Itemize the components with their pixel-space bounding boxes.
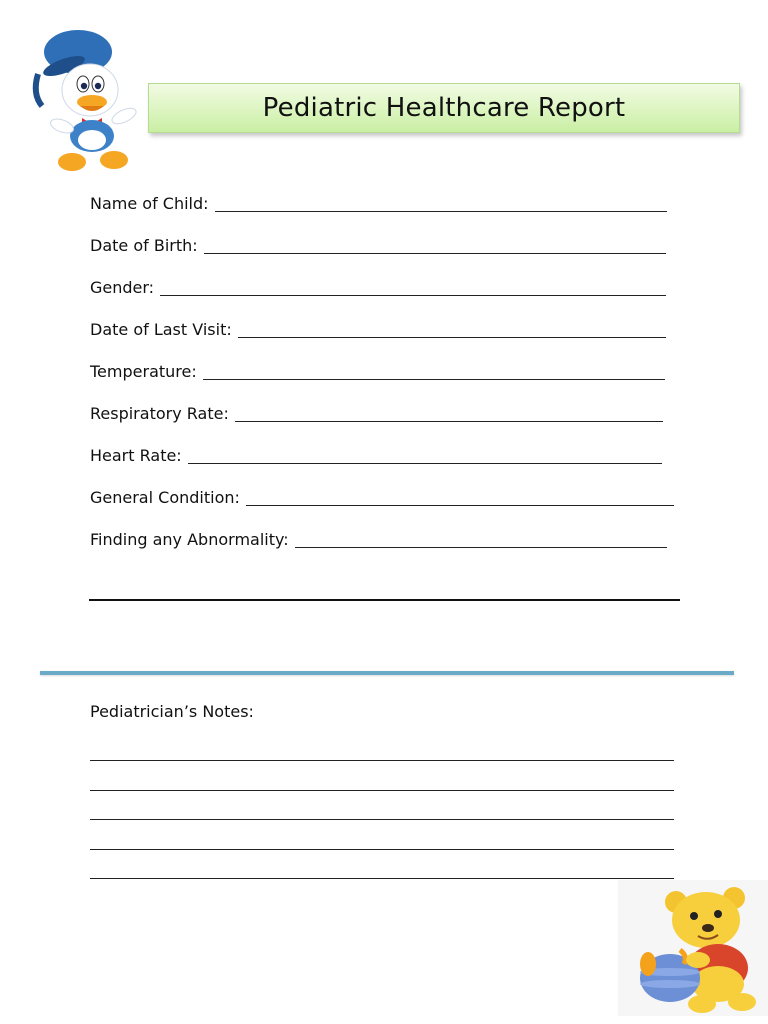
field-heart-rate (90, 438, 662, 468)
field-label: Finding any Abnormality: (90, 530, 289, 549)
field-date-of-birth (90, 228, 666, 258)
duck-mascot-icon (28, 14, 148, 174)
field-label: Date of Last Visit: (90, 320, 232, 339)
notes-label: Pediatrician’s Notes: (90, 702, 254, 721)
fill-in-line[interactable] (295, 546, 667, 548)
field-gender (90, 270, 666, 300)
fill-in-line[interactable] (215, 210, 667, 212)
field-label: Temperature: (90, 362, 197, 381)
notes-line[interactable] (90, 760, 674, 761)
bear-with-honey-pot-icon (618, 880, 768, 1016)
section-divider (40, 671, 734, 675)
fill-in-line[interactable] (235, 420, 663, 422)
field-label: Heart Rate: (90, 446, 182, 465)
page-title: Pediatric Healthcare Report (262, 93, 626, 123)
notes-line[interactable] (90, 878, 674, 879)
field-temperature (90, 354, 665, 384)
field-date-of-last-visit (90, 312, 666, 342)
field-label: Date of Birth: (90, 236, 198, 255)
field-general-condition (90, 480, 674, 510)
field-label: General Condition: (90, 488, 240, 507)
field-finding-any-abnormality (90, 522, 667, 552)
field-respiratory-rate (90, 396, 663, 426)
fill-in-line[interactable] (160, 294, 666, 296)
fill-in-line[interactable] (204, 252, 666, 254)
field-label: Name of Child: (90, 194, 209, 213)
fill-in-line[interactable] (89, 599, 680, 601)
fill-in-line[interactable] (238, 336, 666, 338)
fill-in-line[interactable] (203, 378, 665, 380)
notes-line[interactable] (90, 819, 674, 820)
field-name-of-child (90, 186, 667, 216)
notes-line[interactable] (90, 790, 674, 791)
field-label: Gender: (90, 278, 155, 297)
notes-line[interactable] (90, 849, 674, 850)
title-banner (148, 83, 740, 133)
fill-in-line[interactable] (188, 462, 662, 464)
fill-in-line[interactable] (246, 504, 674, 506)
field-label: Respiratory Rate: (90, 404, 229, 423)
